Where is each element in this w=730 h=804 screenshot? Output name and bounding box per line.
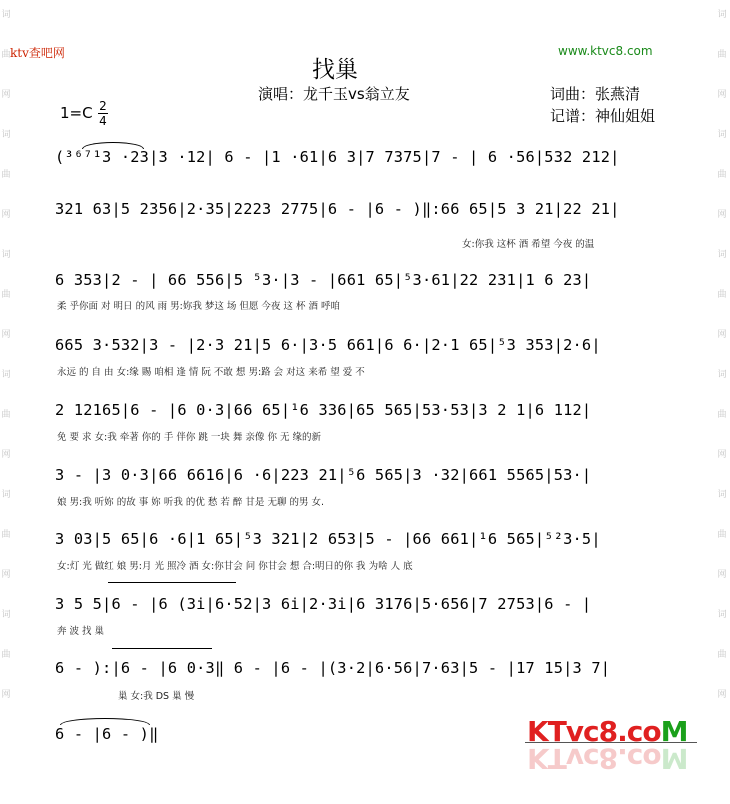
watermark-char: 网 bbox=[1, 90, 11, 100]
site-watermark-right: www.ktvc8.com bbox=[558, 44, 653, 58]
lyric-line-3: 柔 乎你面 对 明日 的风 雨 男:妳我 梦这 场 但愿 今夜 这 杯 酒 呼咱 bbox=[57, 301, 340, 312]
watermark-char: 词 bbox=[1, 130, 11, 140]
watermark-char: 词 bbox=[717, 610, 727, 620]
lyricist-credit: 词曲：张燕清 bbox=[550, 85, 641, 103]
right-watermark-column bbox=[716, 10, 728, 730]
watermark-char: 词 bbox=[1, 250, 11, 260]
watermark-char: 词 bbox=[717, 10, 727, 20]
watermark-char: 网 bbox=[1, 450, 11, 460]
singer-credit: 演唱：龙千玉vs翁立友 bbox=[258, 85, 410, 103]
watermark-char: 曲 bbox=[717, 50, 727, 60]
watermark-char: 曲 bbox=[1, 530, 11, 540]
slur bbox=[82, 142, 144, 149]
lyric-line-9: 巢 女:我 DS 巢 慢 bbox=[118, 691, 195, 702]
watermark-char: 网 bbox=[1, 570, 11, 580]
score-line-9: 6 - ):|6 - |6 0·3‖ 6 - |6 - |(3·2|6·56|7·63|5 - |17 15|3 7| bbox=[55, 659, 611, 677]
score-line-8: 3 5 5|6 - |6 (3i|6·52|3 6i|2·3i|6 3176|5·656|7 2753|6 - | bbox=[55, 595, 592, 613]
watermark-char: 词 bbox=[1, 490, 11, 500]
lyric-line-4: 永远 的 自 由 女:缘 賜 咱相 逢 情 阮 不敢 想 男:路 会 对这 来希 望 爱 不 bbox=[57, 367, 365, 378]
score-line-7: 3 03|5 65|6 ·6|1 65|⁵3 321|2 653|5 - |66 661|¹6 565|⁵²3·5| bbox=[55, 530, 601, 548]
watermark-char: 曲 bbox=[717, 410, 727, 420]
watermark-char: 词 bbox=[717, 490, 727, 500]
watermark-char: 曲 bbox=[717, 650, 727, 660]
lyric-line-7: 女:灯 光 做红 娘 男:月 光 照冷 酒 女:你甘会 问 你甘会 想 合:明日的你 我 为啥 人 底 bbox=[57, 561, 413, 572]
lyric-line-6: 娘 男:我 听妳 的故 事 妳 听我 的优 愁 若 醉 甘是 无聊 的男 女. bbox=[57, 497, 324, 508]
watermark-char: 词 bbox=[1, 10, 11, 20]
site-logo-reflection: KTvc8.coM bbox=[527, 742, 688, 775]
time-signature-top: 2 bbox=[99, 99, 107, 113]
site-logo: KTvc8.coM bbox=[527, 715, 688, 748]
key-signature: 1=C bbox=[60, 104, 93, 122]
time-signature-bottom: 4 bbox=[99, 114, 107, 128]
watermark-char: 网 bbox=[717, 210, 727, 220]
watermark-char: 曲 bbox=[717, 170, 727, 180]
watermark-char: 网 bbox=[717, 690, 727, 700]
watermark-char: 词 bbox=[717, 250, 727, 260]
lyric-line-5: 免 要 求 女:我 牵著 你的 手 伴你 跳 一块 舞 亲像 你 无 缘的新 bbox=[57, 432, 321, 443]
watermark-char: 曲 bbox=[717, 290, 727, 300]
time-signature bbox=[98, 100, 108, 127]
watermark-char: 词 bbox=[1, 370, 11, 380]
watermark-char: 网 bbox=[717, 90, 727, 100]
score-line-4: 665 3·532|3 - |2·3 21|5 6·|3·5 661|6 6·|2·1 65|⁵3 353|2·6| bbox=[55, 336, 601, 354]
watermark-char: 网 bbox=[717, 450, 727, 460]
watermark-char: 网 bbox=[1, 210, 11, 220]
left-watermark-column bbox=[0, 10, 12, 730]
watermark-char: 词 bbox=[1, 610, 11, 620]
score-line-6: 3 - |3 0·3|66 6616|6 ·6|223 21|⁵6 565|3 ·32|661 5565|53·| bbox=[55, 466, 592, 484]
watermark-char: 曲 bbox=[717, 530, 727, 540]
score-line-3: 6 353|2 - | 66 556|5 ⁵3·|3 - |661 65|⁵3·61|22 231|1 6 23| bbox=[55, 271, 592, 289]
lyric-line-8: 奔 波 找 巢 bbox=[57, 626, 105, 637]
watermark-char: 词 bbox=[717, 370, 727, 380]
site-watermark-left: ktv查吧网 bbox=[10, 46, 65, 60]
volta-1 bbox=[108, 582, 236, 583]
score-line-10: 6 - |6 - )‖ bbox=[55, 725, 159, 743]
watermark-char: 网 bbox=[717, 330, 727, 340]
watermark-char: 曲 bbox=[1, 50, 11, 60]
score-line-5: 2 12165|6 - |6 0·3|66 65|¹6 336|65 565|53·53|3 2 1|6 112| bbox=[55, 401, 592, 419]
watermark-char: 网 bbox=[1, 690, 11, 700]
watermark-char: 曲 bbox=[1, 650, 11, 660]
watermark-char: 词 bbox=[717, 130, 727, 140]
score-line-2: 321 63|5 2356|2·35|2223 2775|6 - |6 - )‖:66 65|5 3 21|22 21| bbox=[55, 200, 620, 218]
watermark-char: 曲 bbox=[1, 290, 11, 300]
watermark-char: 网 bbox=[1, 330, 11, 340]
volta-2 bbox=[112, 648, 212, 649]
lyric-line-2: 女:你我 这杯 酒 希望 今夜 的温 bbox=[462, 239, 595, 250]
transcriber-credit: 记谱：神仙姐姐 bbox=[550, 107, 656, 125]
slur bbox=[60, 718, 150, 725]
watermark-char: 曲 bbox=[1, 410, 11, 420]
song-title: 找巢 bbox=[312, 57, 358, 83]
watermark-char: 网 bbox=[717, 570, 727, 580]
watermark-char: 曲 bbox=[1, 170, 11, 180]
score-line-1: (³⁶⁷¹3 ·23|3 ·12| 6 - |1 ·61|6 3|7 7375|7 - | 6 ·56|532 212| bbox=[55, 148, 620, 166]
